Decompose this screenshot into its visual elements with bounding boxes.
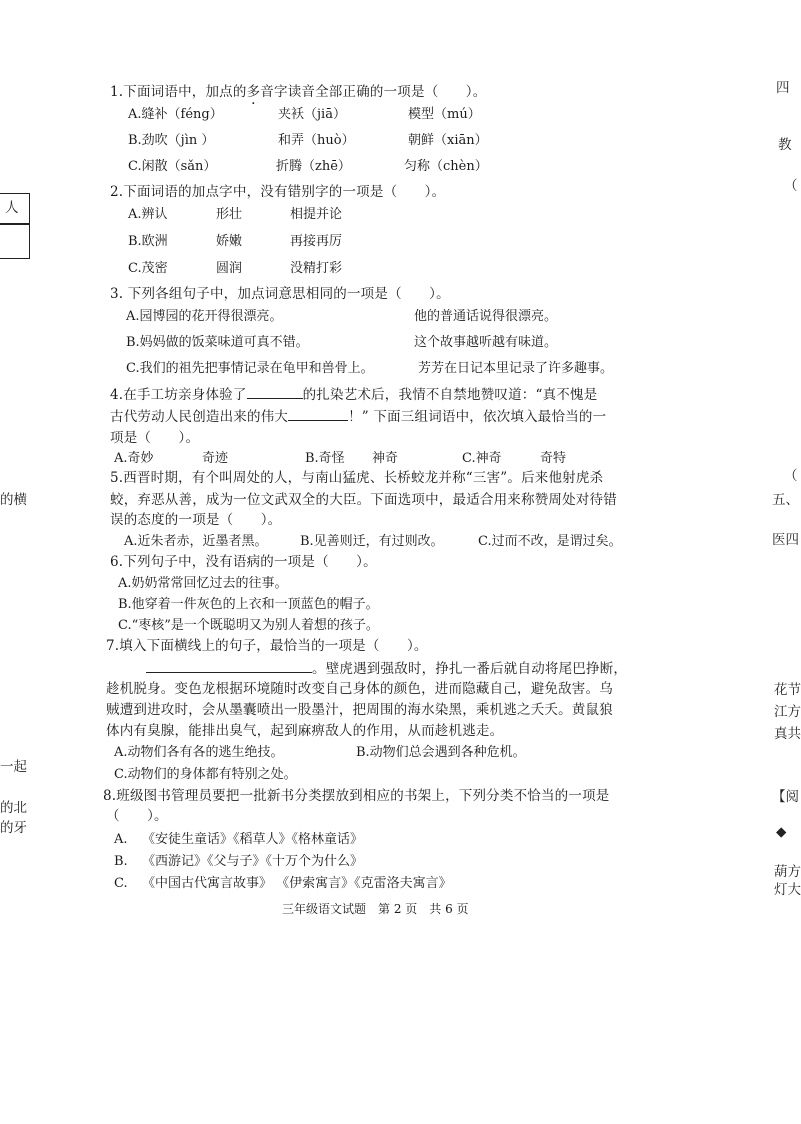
q3-option-b1: B.妈妈做的饭菜味道可真不错。 bbox=[126, 335, 309, 350]
q5-line2: 蛟，弃恶从善，成为一位文武双全的大臣。下面选项中，最适合用来称赞周处对待错 bbox=[110, 492, 617, 508]
q6-option-a: A.奶奶常常回忆过去的往事。 bbox=[118, 576, 288, 591]
q2-option-c2: 圆润 bbox=[216, 261, 243, 276]
q1-option-b1: B.劲吹（jìn ） bbox=[128, 133, 215, 148]
q2-option-c1: C.茂密 bbox=[128, 261, 168, 276]
q2-option-a2: 形壮 bbox=[216, 207, 243, 222]
right-edge-text-1: 四 bbox=[776, 80, 790, 96]
diamond-bullet-icon: ◆ bbox=[776, 824, 787, 840]
q2-option-b1: B.欧洲 bbox=[128, 234, 168, 249]
q3-option-c1: C.我们的祖先把事情记录在龟甲和兽骨上。 bbox=[126, 361, 374, 376]
q4-option-c1: C.神奇 bbox=[462, 451, 502, 466]
q6-option-c: C.“枣核”是一个既聪明又为别人着想的孩子。 bbox=[118, 618, 379, 633]
q4-line2: 古代劳动人民创造出来的伟大 ！” 下面三组词语中，依次填入最恰当的一 bbox=[110, 406, 606, 428]
q4-option-b2: 神奇 bbox=[372, 451, 399, 466]
q4-option-a1: A.奇妙 bbox=[114, 451, 154, 466]
right-edge-text-13: 灯大 bbox=[774, 882, 801, 898]
q8-option-a-label: A. bbox=[114, 832, 128, 847]
q6-stem: 6.下列句子中，没有语病的一项是（ ）。 bbox=[110, 554, 377, 570]
q4-line3: 项是（ ）。 bbox=[110, 430, 200, 446]
right-edge-text-12: 葫方 bbox=[774, 864, 801, 880]
q5-line3: 误的态度的一项是（ ）。 bbox=[110, 512, 282, 528]
left-edge-text-4: 的牙 bbox=[0, 820, 27, 836]
q2-stem: 2.下面词语的加点字中，没有错别字的一项是（ ）。 bbox=[110, 184, 446, 200]
q3-option-a2: 他的普通话说得很漂亮。 bbox=[414, 309, 558, 324]
q7-option-a: A.动物们各有各的逃生绝技。 bbox=[114, 745, 284, 760]
left-edge-text-1: 的横 bbox=[0, 492, 27, 508]
q8-option-b: 《西游记》《父与子》《十万个为什么》 bbox=[142, 854, 364, 869]
q8-paren: （ ）。 bbox=[106, 808, 168, 824]
right-edge-text-3: （ bbox=[784, 178, 798, 194]
q2-option-b2: 娇嫩 bbox=[216, 234, 243, 249]
q5-option-a: A.近朱者赤，近墨者黑。 bbox=[124, 534, 268, 549]
score-box-label: 人 bbox=[5, 200, 19, 216]
right-edge-text-7: 花节 bbox=[774, 682, 801, 698]
q3-option-a1: A.园博园的花开得很漂亮。 bbox=[126, 309, 283, 324]
q3-stem: 3. 下列各组句子中，加点词意思相同的一项是（ ）。 bbox=[110, 286, 450, 302]
q2-option-b3: 再接再厉 bbox=[290, 234, 343, 249]
right-edge-text-10: 【阅 bbox=[772, 789, 799, 805]
q3-option-b2: 这个故事越听越有味道。 bbox=[414, 335, 558, 350]
q1-option-a2: 夹袄（jiā） bbox=[278, 107, 346, 122]
q7-option-c: C.动物们的身体都有特别之处。 bbox=[114, 767, 297, 782]
q8-option-a: 《安徒生童话》《稻草人》《格林童话》 bbox=[142, 832, 364, 847]
q1-option-b3: 朝鲜（xiān） bbox=[408, 133, 488, 148]
q6-option-b: B.他穿着一件灰色的上衣和一顶蓝色的帽子。 bbox=[118, 597, 379, 612]
q4-blank-2[interactable] bbox=[288, 406, 348, 421]
q8-option-c-label: C. bbox=[114, 876, 128, 891]
right-edge-text-2: 教 bbox=[778, 137, 792, 153]
score-box-bottom[interactable] bbox=[0, 223, 30, 259]
right-edge-text-5: 五、 bbox=[772, 492, 799, 508]
q2-option-c3: 没精打彩 bbox=[290, 261, 343, 276]
q1-option-a1: A.缝补（féng） bbox=[128, 107, 223, 122]
q3-option-c2: 芳芳在日记本里记录了许多趣事。 bbox=[418, 361, 614, 376]
q1-option-a3: 模型（mú） bbox=[408, 107, 481, 122]
q4-option-b1: B.奇怪 bbox=[305, 451, 345, 466]
q4-option-c2: 奇特 bbox=[540, 451, 567, 466]
q4-blank-1[interactable] bbox=[247, 384, 303, 399]
q4-line1: 4.在手工坊亲身体验了 的扎染艺术后，我情不自禁地赞叹道：“真不愧是 bbox=[110, 384, 597, 406]
q7-para-line2: 趁机脱身。变色龙根据环境随时改变自己身体的颜色，进而隐藏自己，避免敌害。乌 bbox=[106, 681, 613, 697]
q1-stem: 1.下面词语中，加点的多音字读音全部正确的一项是（ ）。 bbox=[110, 84, 487, 100]
right-edge-text-4: （ bbox=[784, 468, 798, 484]
left-edge-text-2: 一起 bbox=[0, 759, 27, 775]
q7-para-line4: 体内有臭腺，能排出臭气，起到麻痹敌人的作用，从而趁机逃走。 bbox=[106, 723, 504, 739]
q8-option-b-label: B. bbox=[114, 854, 128, 869]
q7-stem: 7.填入下面横线上的句子，最恰当的一项是（ ）。 bbox=[106, 638, 428, 654]
right-edge-text-9: 真共 bbox=[774, 726, 801, 742]
q5-option-b: B.见善则迁，有过则改。 bbox=[300, 534, 444, 549]
q1-option-c2: 折腾（zhē） bbox=[276, 159, 351, 174]
q5-option-c: C.过而不改，是谓过矣。 bbox=[478, 534, 622, 549]
right-edge-text-6: 医四 bbox=[772, 532, 799, 548]
q1-option-c1: C.闲散（sǎn） bbox=[128, 159, 217, 174]
q7-para-line3: 贼遭到进攻时，会从墨囊喷出一股墨汁，把周围的海水染黑，乘机逃之夭夭。黄鼠狼 bbox=[106, 702, 613, 718]
q1-option-c3: 匀称（chèn） bbox=[404, 159, 488, 174]
right-edge-text-8: 江方 bbox=[774, 704, 801, 720]
q7-answer-blank[interactable] bbox=[146, 658, 312, 673]
q7-para-line1: 。壁虎遇到强敌时，挣扎一番后就自动将尾巴挣断， bbox=[146, 658, 627, 680]
q2-option-a1: A.辨认 bbox=[128, 207, 168, 222]
q8-stem: 8.班级图书管理员要把一批新书分类摆放到相应的书架上，下列分类不恰当的一项是 bbox=[103, 788, 610, 804]
q2-option-a3: 相提并论 bbox=[290, 207, 343, 222]
q4-option-a2: 奇迹 bbox=[202, 451, 229, 466]
q1-option-b2: 和弄（huò） bbox=[278, 133, 355, 148]
q7-option-b: B.动物们总会遇到各种危机。 bbox=[356, 745, 526, 760]
q8-option-c: 《中国古代寓言故事》 《伊索寓言》《克雷洛夫寓言》 bbox=[142, 876, 452, 891]
page-footer: 三年级语文试题 第 2 页 共 6 页 bbox=[282, 902, 469, 916]
left-edge-text-3: 的北 bbox=[0, 800, 27, 816]
q5-line1: 5.西晋时期，有个叫周处的人，与南山猛虎、长桥蛟龙并称“三害”。后来他射虎杀 bbox=[110, 470, 604, 486]
score-box-top bbox=[0, 193, 30, 225]
